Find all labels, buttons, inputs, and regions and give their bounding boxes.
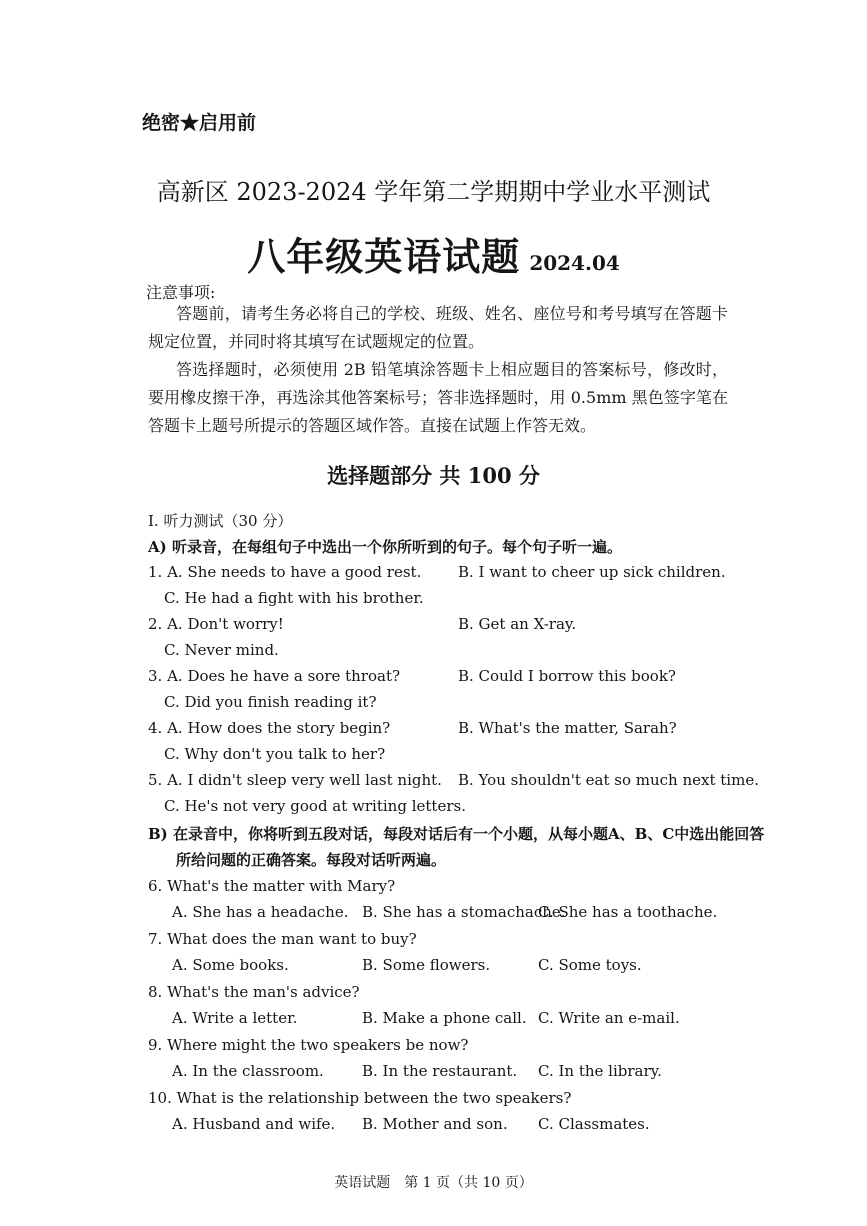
notice-para-2: 答选择题时，必须使用 2B 铅笔填涂答题卡上相应题目的答案标号，修改时，要用橡皮擦干净，再选涂其他答案标号；答非选择题时，用 0.5mm 黑色签字笔在答题卡上题号所提示的答题区域作答。直接在试题上作答无效。 [148, 360, 728, 435]
option-b: B. Could I borrow this book? [458, 667, 676, 685]
option-c: C. In the library. [538, 1062, 662, 1080]
option-c: C. She has a toothache. [538, 903, 718, 921]
option-a: 2. A. Don't worry! [148, 615, 284, 633]
option-a: 5. A. I didn't sleep very well last night. [148, 771, 442, 789]
subject-title [0, 226, 867, 281]
option-b: B. You shouldn't eat so much next time. [458, 771, 759, 789]
option-a: 4. A. How does the story begin? [148, 719, 391, 737]
option-b: B. Mother and son. [362, 1115, 508, 1133]
option-c: C. Why don't you talk to her? [164, 745, 386, 763]
secret-label: 绝密★启用前 [142, 112, 257, 134]
question-text: 8. What's the man's advice? [148, 983, 360, 1001]
page-footer: 英语试题 第 1 页（共 10 页） [334, 1175, 533, 1191]
subject-name: 八年级英语试题 [247, 234, 521, 279]
option-a: A. Write a letter. [172, 1009, 298, 1027]
option-c: C. Never mind. [164, 641, 279, 659]
option-a: A. In the classroom. [172, 1062, 324, 1080]
option-c: C. Write an e-mail. [538, 1009, 680, 1027]
option-c: C. Did you finish reading it? [164, 693, 377, 711]
question-text: 7. What does the man want to buy? [148, 930, 417, 948]
option-c: C. He's not very good at writing letters. [164, 797, 466, 815]
option-c: C. He had a fight with his brother. [164, 589, 424, 607]
option-b: B. Get an X-ray. [458, 615, 577, 633]
option-c: C. Some toys. [538, 956, 642, 974]
exam-title: 高新区 2023-2024 学年第二学期期中学业水平测试 [156, 178, 711, 206]
option-b: B. I want to cheer up sick children. [458, 563, 726, 581]
option-c: C. Classmates. [538, 1115, 650, 1133]
question-text: 6. What's the matter with Mary? [148, 877, 396, 895]
question-text: 10. What is the relationship between the two speakers? [148, 1089, 572, 1107]
option-a: 1. A. She needs to have a good rest. [148, 563, 422, 581]
section-title: 选择题部分 共 100 分 [327, 463, 540, 488]
option-a: 3. A. Does he have a sore throat? [148, 667, 401, 685]
part1-heading: I. 听力测试（30 分） [148, 512, 293, 530]
notice-heading: 注意事项: [146, 283, 216, 302]
option-a: A. She has a headache. [172, 903, 349, 921]
option-b: B. In the restaurant. [362, 1062, 518, 1080]
part-b-instruction-1: B) 在录音中，你将听到五段对话，每段对话后有一个小题，从每小题A、B、C中选出能回答 [148, 825, 765, 843]
option-b: B. Some flowers. [362, 956, 491, 974]
option-a: A. Husband and wife. [172, 1115, 336, 1133]
option-b: B. She has a stomachache. [362, 903, 566, 921]
question-text: 9. Where might the two speakers be now? [148, 1036, 469, 1054]
part-b-instruction-2: 所给问题的正确答案。每段对话听两遍。 [176, 851, 447, 869]
part-a-instruction: A) 听录音，在每组句子中选出一个你所听到的句子。每个句子听一遍。 [148, 538, 622, 556]
option-a: A. Some books. [172, 956, 289, 974]
notice-para-1: 答题前，请考生务必将自己的学校、班级、姓名、座位号和考号填写在答题卡规定位置，并同时将其填写在试题规定的位置。 [148, 304, 728, 351]
option-b: B. Make a phone call. [362, 1009, 527, 1027]
exam-date: 2024.04 [529, 251, 620, 275]
option-b: B. What's the matter, Sarah? [458, 719, 677, 737]
